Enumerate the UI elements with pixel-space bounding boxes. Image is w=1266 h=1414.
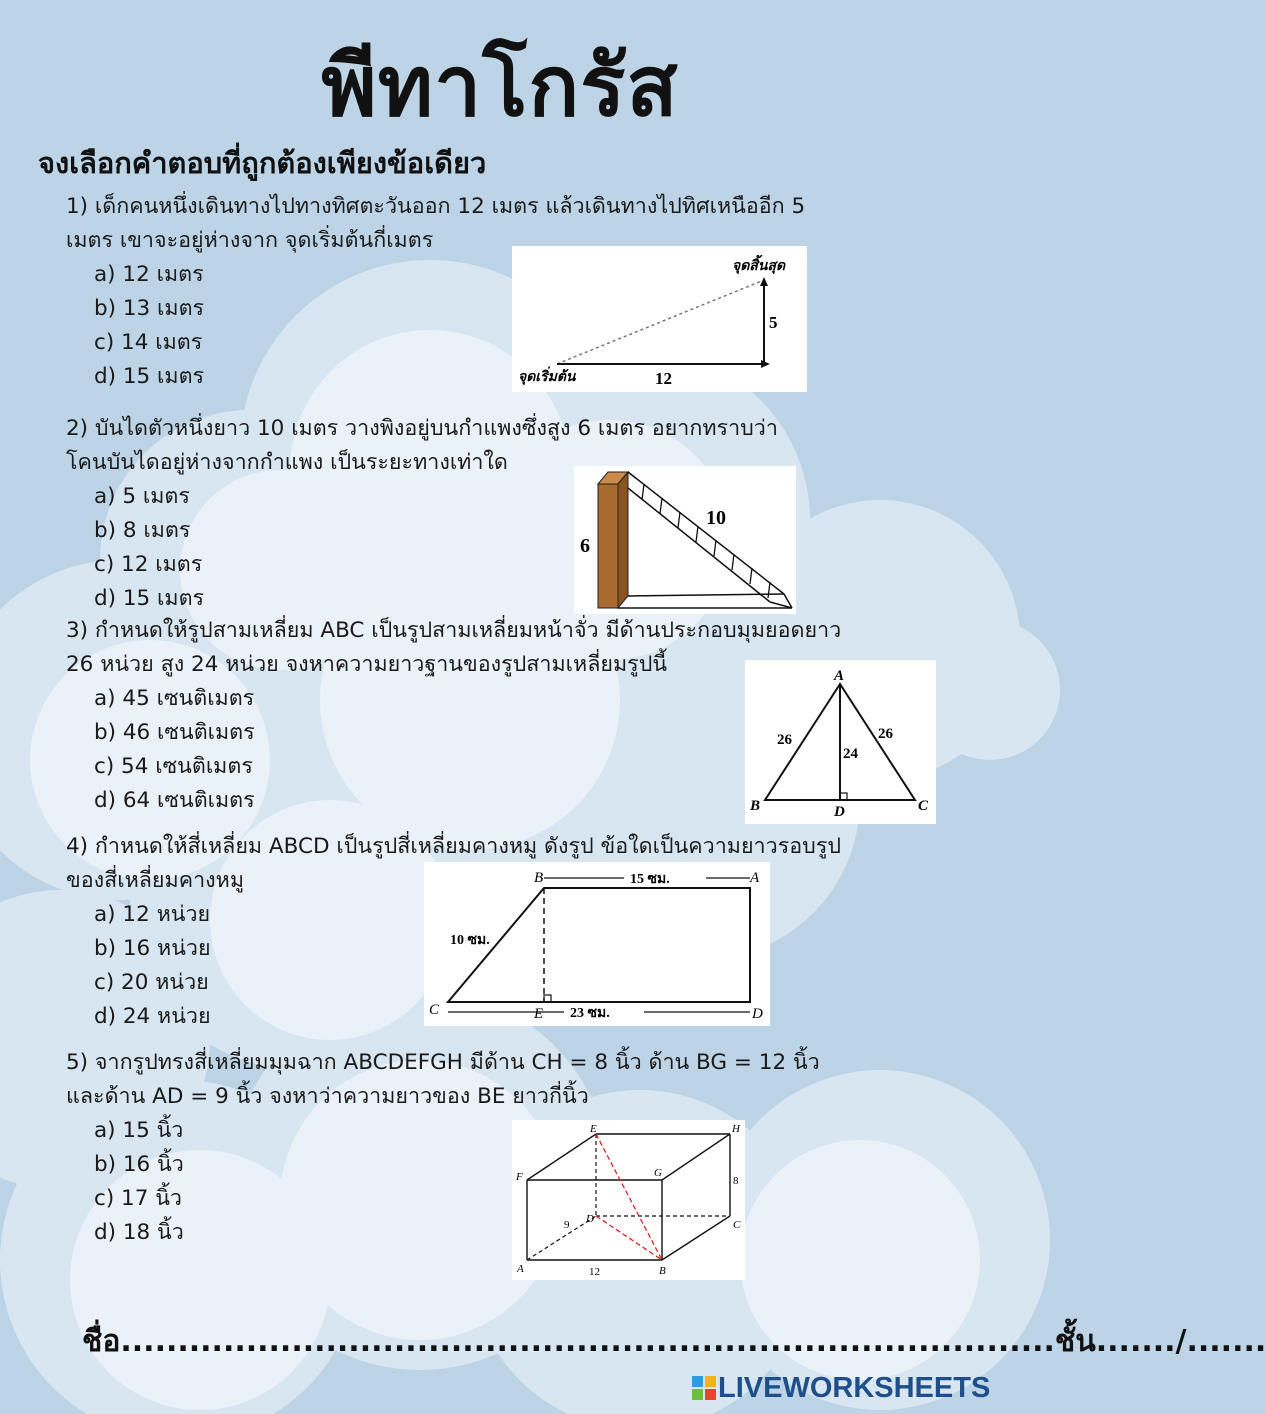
instruction-heading: จงเลือกคำตอบที่ถูกต้องเพียงข้อเดียว [38, 146, 487, 180]
trapezoid-abcd [448, 888, 750, 1002]
liveworksheets-logo-icon [692, 1376, 716, 1400]
wall-height-label: 6 [580, 535, 590, 557]
question-2-line-2: โคนบันไดอยู่ห่างจากกำแพง เป็นระยะทางเท่าใด [66, 450, 508, 475]
vertex-f-label: F [516, 1171, 523, 1183]
vertex-c-label: C [918, 798, 929, 814]
vertex-a-label: A [750, 870, 760, 886]
north-distance-label: 5 [769, 313, 778, 332]
ladder-rungs [642, 484, 770, 598]
question-1-option-b[interactable]: b) 13 เมตร [94, 296, 205, 321]
question-1-line-2: เมตร เขาจะอยู่ห่างจาก จุดเริ่มต้นกี่เมตร [66, 228, 434, 253]
question-3-option-a[interactable]: a) 45 เซนติเมตร [94, 686, 255, 711]
name-field[interactable]: ชื่อ.................................................................................. [82, 1324, 1055, 1359]
vertex-e-label: E [534, 1006, 544, 1022]
east-distance-label: 12 [655, 369, 672, 388]
liveworksheets-brand [692, 1372, 990, 1405]
name-class-line [82, 1318, 1266, 1365]
page-title: พีทาโกรัส [321, 37, 679, 135]
class-field[interactable]: ชั้น......./....... [1054, 1324, 1266, 1359]
question-3-option-b[interactable]: b) 46 เซนติเมตร [94, 720, 255, 745]
slant-length-label: 10 ซม. [450, 933, 490, 948]
vertex-b-label: B [750, 798, 761, 814]
question-3-line-2: 26 หน่วย สูง 24 หน่วย จงหาความยาวฐานของรูปสามเหลี่ยมรูปนี้ [66, 652, 668, 677]
wall-side [618, 472, 628, 608]
vertex-c-label: C [733, 1219, 741, 1231]
vertex-b-label: B [659, 1265, 666, 1277]
question-5-option-a[interactable]: a) 15 นิ้ว [94, 1118, 184, 1143]
question-1-line-1: 1) เด็กคนหนึ่งเดินทางไปทางทิศตะวันออก 12 เมตร แล้วเดินทางไปทิศเหนืออีก 5 [66, 194, 806, 219]
question-1-option-d[interactable]: d) 15 เมตร [94, 364, 205, 389]
question-5-line-1: 5) จากรูปทรงสี่เหลี่ยมมุมฉาก ABCDEFGH มีด้าน CH = 8 นิ้ว ด้าน BG = 12 นิ้ว [66, 1050, 820, 1075]
vertex-h-label: H [732, 1123, 740, 1135]
vertex-d-label: D [586, 1213, 594, 1225]
question-5-line-2: และด้าน AD = 9 นิ้ว จงหาว่าความยาวของ BE ยาวกี่นิ้ว [66, 1084, 589, 1109]
question-4-option-d[interactable]: d) 24 หน่วย [94, 1004, 211, 1029]
question-2-option-b[interactable]: b) 8 เมตร [94, 518, 191, 543]
question-2-option-d[interactable]: d) 15 เมตร [94, 586, 205, 611]
question-2-figure [574, 466, 796, 614]
vertex-d-label: D [834, 804, 845, 820]
brand-name: LIVEWORKSHEETS [718, 1372, 991, 1404]
vertex-b-label: B [534, 870, 544, 886]
question-3-option-c[interactable]: c) 54 เซนติเมตร [94, 754, 253, 779]
ladder-length-label: 10 [706, 507, 726, 529]
question-2-line-1: 2) บันไดตัวหนึ่งยาว 10 เมตร วางพิงอยู่บนกำแพงซึ่งสูง 6 เมตร อยากทราบว่า [66, 416, 778, 441]
question-4-line-2: ของสี่เหลี่ยมคางหมู [66, 868, 244, 893]
height-label: 8 [733, 1175, 739, 1187]
vertex-c-label: C [429, 1002, 440, 1018]
question-4-option-b[interactable]: b) 16 หน่วย [94, 936, 211, 961]
question-3-line-1: 3) กำหนดให้รูปสามเหลี่ยม ABC เป็นรูปสามเหลี่ยมหน้าจั่ว มีด้านประกอบมุมยอดยาว [66, 618, 842, 643]
question-3-figure [745, 660, 936, 824]
question-3-option-d[interactable]: d) 64 เซนติเมตร [94, 788, 255, 813]
question-2-option-a[interactable]: a) 5 เมตร [94, 484, 190, 509]
question-4-line-1: 4) กำหนดให้สี่เหลี่ยม ABCD เป็นรูปสี่เหลี่ยมคางหมู ดังรูป ข้อใดเป็นความยาวรอบรูป [66, 834, 842, 859]
hypotenuse-line [557, 280, 764, 364]
side-ab-label: 26 [777, 732, 792, 748]
top-length-label: 15 ซม. [630, 872, 670, 887]
vertex-e-label: E [590, 1123, 597, 1135]
question-4-figure [424, 862, 770, 1026]
side-ac-label: 26 [878, 726, 893, 742]
vertex-d-label: D [752, 1006, 763, 1022]
depth-label: 9 [564, 1219, 570, 1231]
question-2-option-c[interactable]: c) 12 เมตร [94, 552, 203, 577]
bottom-length-label: 23 ซม. [570, 1006, 610, 1021]
end-point-label: จุดสิ้นสุด [732, 258, 786, 274]
height-label: 24 [843, 746, 858, 762]
vertex-a-label: A [517, 1263, 524, 1275]
question-1-option-a[interactable]: a) 12 เมตร [94, 262, 204, 287]
question-5-option-c[interactable]: c) 17 นิ้ว [94, 1186, 183, 1211]
width-label: 12 [589, 1266, 600, 1278]
question-4-option-a[interactable]: a) 12 หน่วย [94, 902, 211, 927]
wall [598, 484, 618, 608]
diagonal-be [596, 1134, 662, 1260]
question-1-figure [512, 246, 807, 392]
question-1-option-c[interactable]: c) 14 เมตร [94, 330, 203, 355]
question-5-figure [512, 1120, 745, 1280]
vertex-g-label: G [654, 1167, 662, 1179]
vertex-a-label: A [834, 668, 845, 684]
question-5-option-d[interactable]: d) 18 นิ้ว [94, 1220, 184, 1245]
start-point-label: จุดเริ่มต้น [518, 369, 576, 385]
question-5-option-b[interactable]: b) 16 นิ้ว [94, 1152, 184, 1177]
question-4-option-c[interactable]: c) 20 หน่วย [94, 970, 209, 995]
